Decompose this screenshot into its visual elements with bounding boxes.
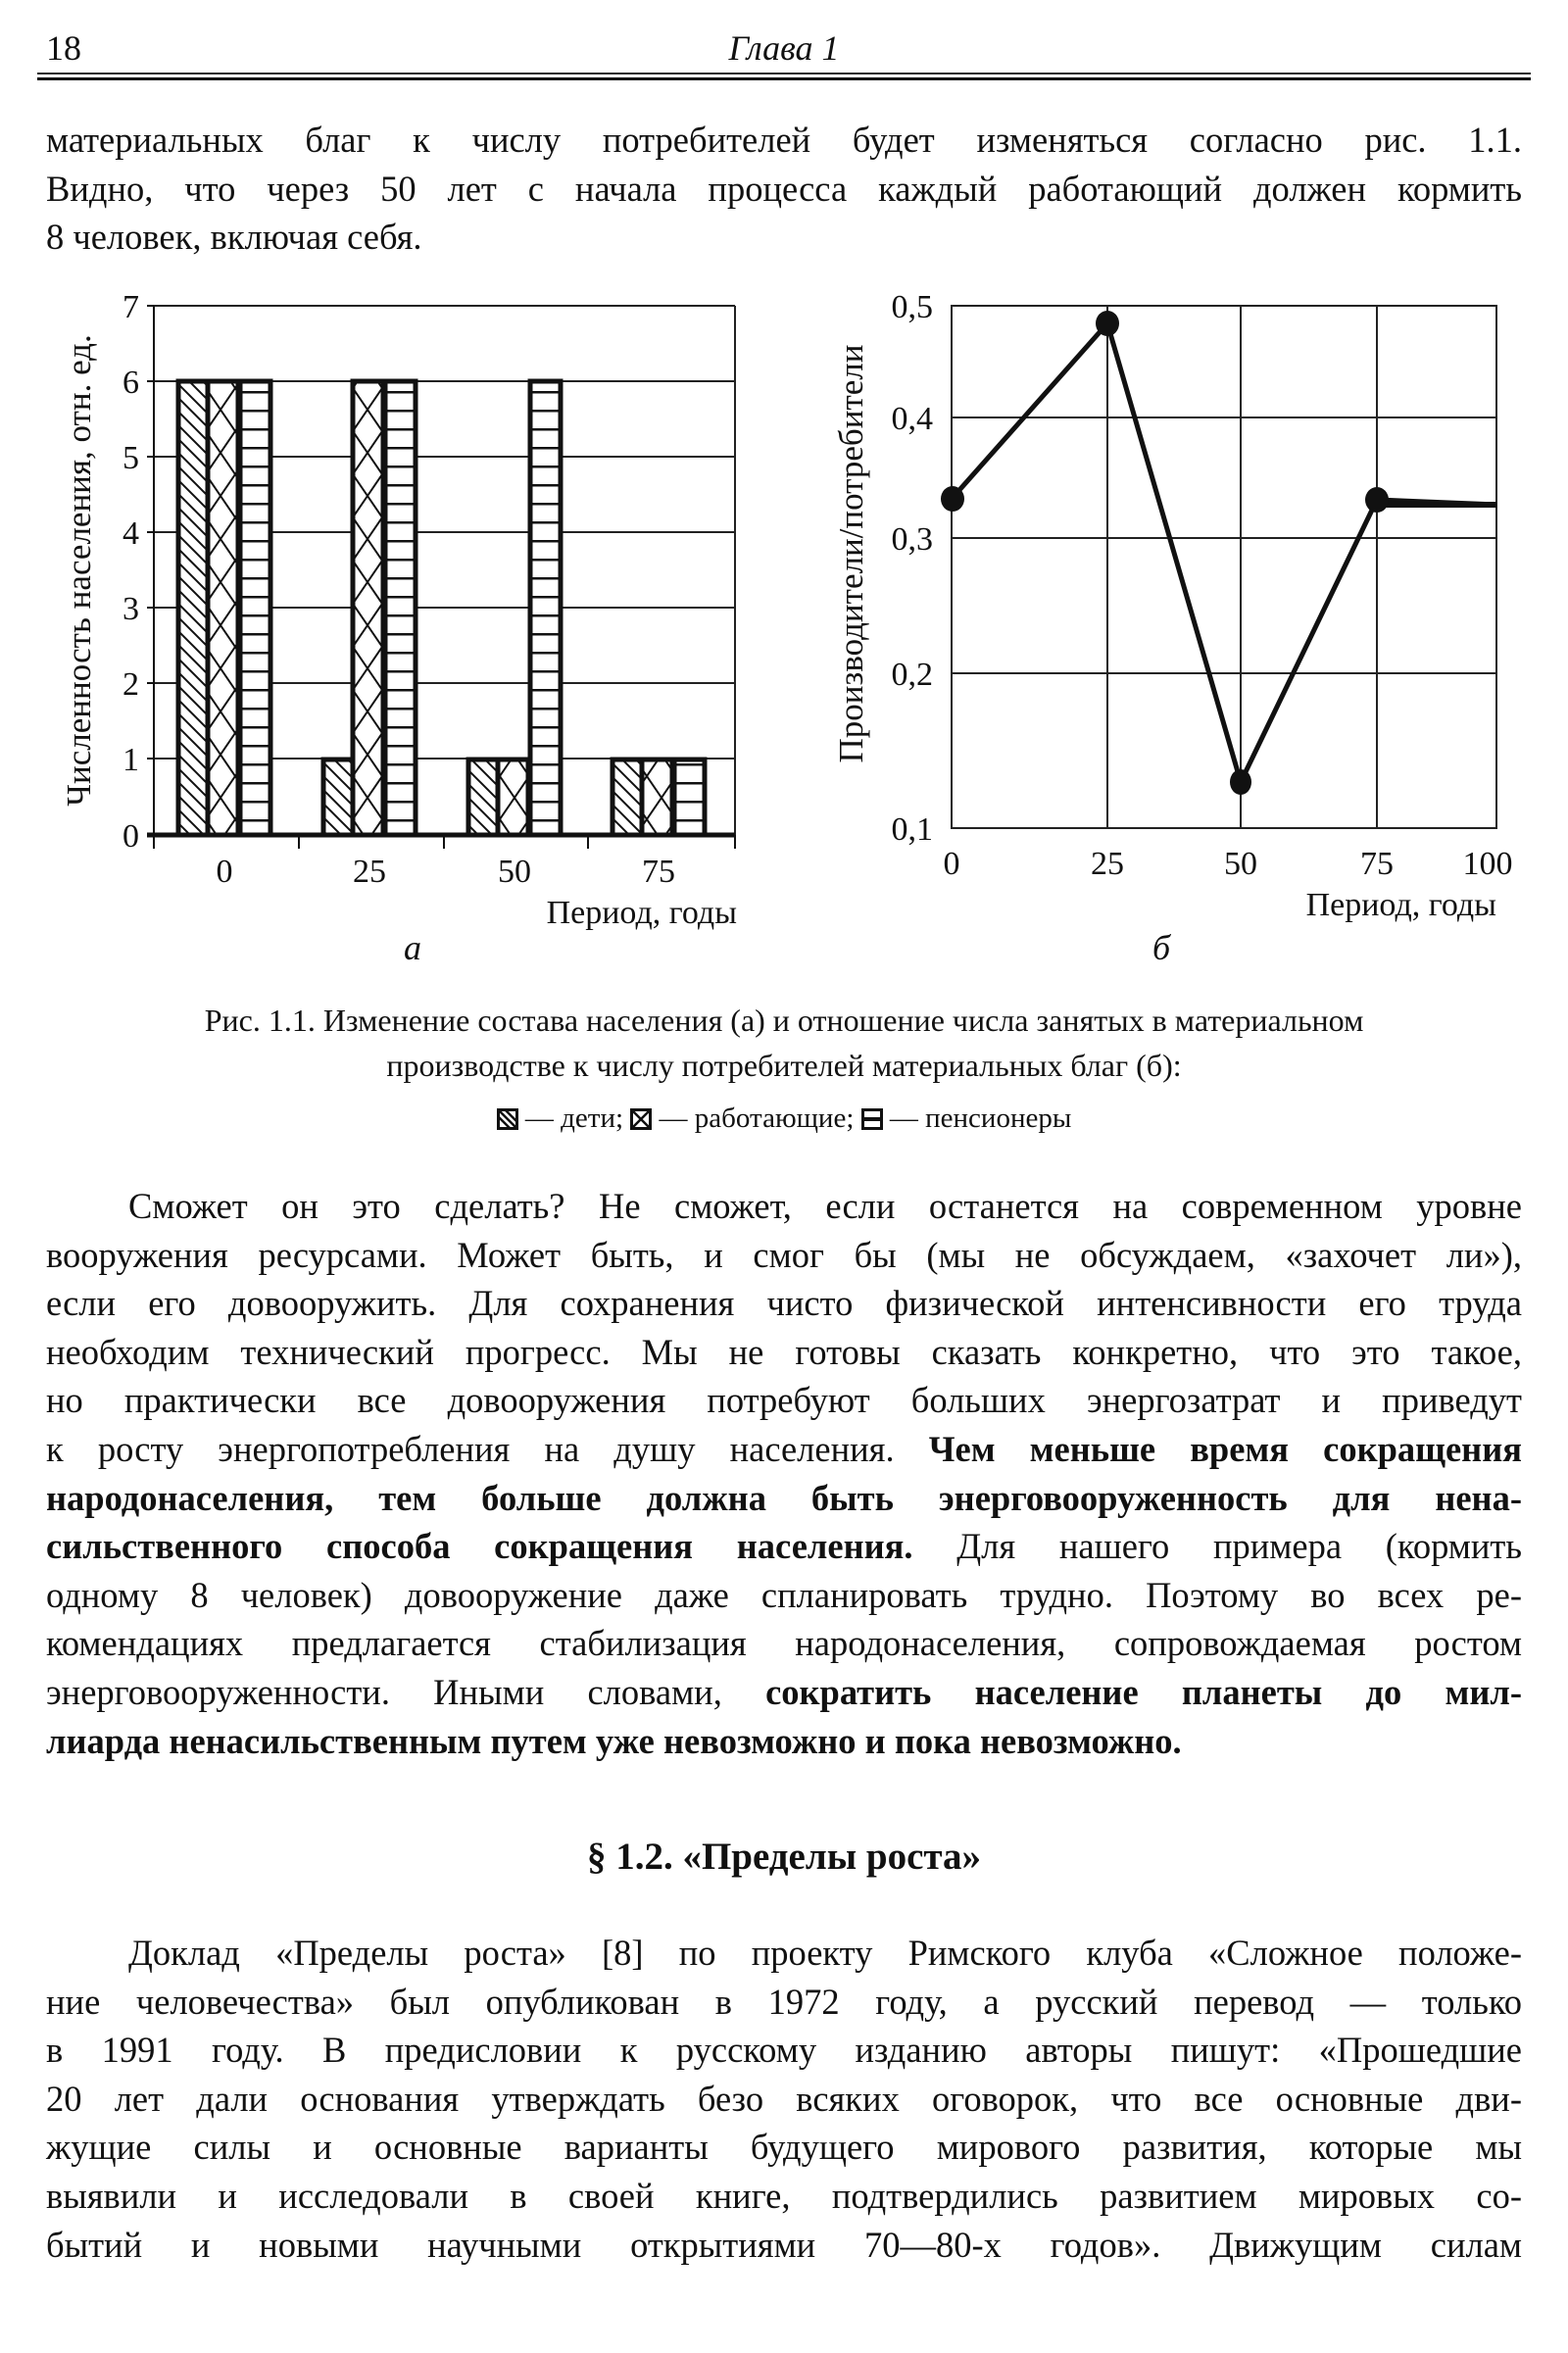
section-heading: § 1.2. «Пределы роста» <box>586 1836 982 1878</box>
text-line <box>46 1231 1522 1280</box>
ytick: 0,3 <box>891 521 933 558</box>
xtick: 50 <box>498 854 531 890</box>
bar-children-50 <box>468 760 498 835</box>
bar-pensioners-25 <box>385 381 416 835</box>
ytick: 0,1 <box>891 811 933 848</box>
text-line <box>46 1425 1522 1474</box>
text-line: Доклад «Пределы роста» [8] по проекту Римского клуба «Сложное положе- <box>128 1933 1522 1973</box>
data-point-0 <box>941 486 964 512</box>
chart-b-yticks <box>892 289 934 848</box>
ytick: 6 <box>122 365 139 401</box>
text-line: Видно, что через 50 лет с начала процесса каждый работающий должен кормить <box>46 168 1522 209</box>
text-line: бытий и новыми научными открытиями 70—80-х годов». Движущим силам <box>46 2224 1522 2265</box>
text-run: одному 8 человек) довооружение даже спланировать трудно. Поэтому во всех ре- <box>46 1574 1522 1615</box>
paragraph-3 <box>46 1929 1522 2269</box>
chart-b-markers <box>941 311 1389 795</box>
ytick: 1 <box>122 742 139 778</box>
bar-children-25 <box>323 760 353 835</box>
horizontal-hatch-icon <box>861 1108 883 1130</box>
bar-children-0 <box>178 381 208 835</box>
text-line <box>46 1182 1522 1231</box>
text-line: жущие силы и основные варианты будущего мирового развития, которые мы <box>46 2127 1522 2168</box>
xtick: 75 <box>1360 846 1394 882</box>
text-line: материальных благ к числу потребителей будет изменяться согласно рис. 1.1. <box>46 120 1522 160</box>
xtick: 0 <box>216 854 233 890</box>
ytick: 0,2 <box>891 657 933 693</box>
chart-a-xticks <box>217 854 676 890</box>
text-run: комендациях предлагается стабилизация народонаселения, сопровождаемая ростом <box>46 1623 1522 1664</box>
bar-workers-75 <box>642 760 672 835</box>
chart-b <box>832 289 1513 923</box>
diagonal-hatch-icon <box>497 1108 518 1130</box>
text-run: вооружения ресурсами. Может быть, и смог бы (мы не обсуждаем, «захочет ли»), <box>46 1234 1522 1275</box>
data-point-25 <box>1096 311 1119 336</box>
xtick: 25 <box>1091 846 1124 882</box>
text-run: если его довооружить. Для сохранения чисто физической интенсивности его труда <box>46 1283 1522 1324</box>
text-run-bold: народонаселения, тем больше должна быть энерговооруженность для нена- <box>46 1477 1522 1518</box>
bar-children-75 <box>612 760 642 835</box>
xtick: 25 <box>353 854 386 890</box>
text-line <box>46 1619 1522 1668</box>
chart-a-yticks <box>122 289 139 855</box>
bar-workers-0 <box>208 381 238 835</box>
text-line: ние человечества» был опубликован в 1972 году, а русский перевод — только <box>46 1981 1522 2022</box>
cross-hatch-icon <box>630 1108 652 1130</box>
paragraph-2 <box>46 1182 1522 1765</box>
xtick: 100 <box>1462 846 1513 882</box>
text-line <box>46 1328 1522 1377</box>
ytick: 2 <box>122 666 139 703</box>
data-point-50 <box>1230 769 1251 795</box>
bar-pensioners-0 <box>240 381 270 835</box>
intro-paragraph <box>46 116 1522 262</box>
text-line <box>46 1668 1522 1717</box>
ytick: 0,4 <box>891 401 933 437</box>
text-line: выявили и исследовали в своей книге, подтвердились развитием мировых со- <box>46 2175 1522 2216</box>
text-run-bold: лиарда ненасильственным путем уже невозможно и пока невозможно. <box>46 1720 1182 1761</box>
caption-line: Рис. 1.1. Изменение состава населения (а) и отношение числа занятых в материальном <box>204 1003 1364 1038</box>
bar-workers-25 <box>353 381 383 835</box>
xtick: 0 <box>943 846 960 882</box>
text-line: в 1991 году. В предисловии к русскому изданию авторы пишут: «Прошедшие <box>46 2030 1522 2071</box>
running-header-chapter: Глава 1 <box>728 28 840 68</box>
text-line: 8 человек, включая себя. <box>46 217 422 258</box>
text-run-bold: сократить население планеты до мил- <box>765 1671 1522 1712</box>
text-line <box>46 1717 1522 1766</box>
chart-b-xticks <box>944 846 1513 882</box>
text-run: к росту энергопотребления на душу населения. <box>46 1428 929 1469</box>
ytick: 4 <box>122 515 139 552</box>
ytick: 5 <box>122 440 139 476</box>
text-run-bold: Чем меньше время сокращения <box>928 1428 1522 1469</box>
ytick: 3 <box>122 591 139 627</box>
text-line <box>46 1279 1522 1328</box>
header-rule-thick <box>37 77 1531 80</box>
chart-b-xlabel: Период, годы <box>1305 887 1496 923</box>
xtick: 75 <box>642 854 675 890</box>
chart-a <box>60 289 737 931</box>
text-run: энерговооруженности. Иными словами, <box>46 1671 766 1712</box>
legend-label-children: — дети; <box>524 1103 624 1134</box>
caption-line: производстве к числу потребителей материальных благ (б): <box>386 1048 1182 1083</box>
legend-label-workers: — работающие; <box>659 1103 855 1134</box>
text-run: необходим технический прогресс. Мы не готовы сказать конкретно, что это такое, <box>46 1331 1522 1372</box>
ytick: 0,5 <box>891 289 933 325</box>
figure-legend <box>0 1103 1568 1135</box>
legend-label-pensioners: — пенсионеры <box>889 1103 1072 1134</box>
page-number: 18 <box>46 28 81 68</box>
chart-a-xlabel: Период, годы <box>546 895 737 931</box>
text-run: Для нашего примера (кормить <box>912 1526 1522 1567</box>
figure-caption <box>0 998 1568 1088</box>
ratio-line <box>952 323 1496 782</box>
text-run: но практически все довооружения потребуют больших энергозатрат и приведут <box>46 1380 1522 1421</box>
text-line <box>46 1522 1522 1571</box>
subfigure-label-b: б <box>1152 928 1171 967</box>
text-line: 20 лет дали основания утверждать безо всяких оговорок, что все основные дви- <box>46 2078 1522 2119</box>
text-line <box>46 1571 1522 1620</box>
chart-b-ylabel: Производители/потребители <box>832 344 870 763</box>
chart-a-ylabel: Численность населения, отн. ед. <box>60 334 98 807</box>
chart-b-grid <box>952 306 1496 828</box>
text-run: Сможет он это сделать? Не сможет, если останется на современном уровне <box>128 1186 1522 1226</box>
bar-workers-50 <box>498 760 528 835</box>
text-line <box>46 1474 1522 1523</box>
ytick: 7 <box>122 289 139 325</box>
subfigure-label-a: а <box>404 928 421 967</box>
ytick: 0 <box>122 818 139 855</box>
text-line <box>46 1376 1522 1425</box>
header-rule-thin <box>37 73 1531 74</box>
bar-pensioners-75 <box>674 760 705 835</box>
xtick: 50 <box>1224 846 1257 882</box>
bar-pensioners-50 <box>530 381 561 835</box>
data-point-75 <box>1365 487 1389 513</box>
text-run-bold: сильственного способа сокращения населения. <box>46 1526 913 1567</box>
figure-charts <box>0 284 1568 931</box>
